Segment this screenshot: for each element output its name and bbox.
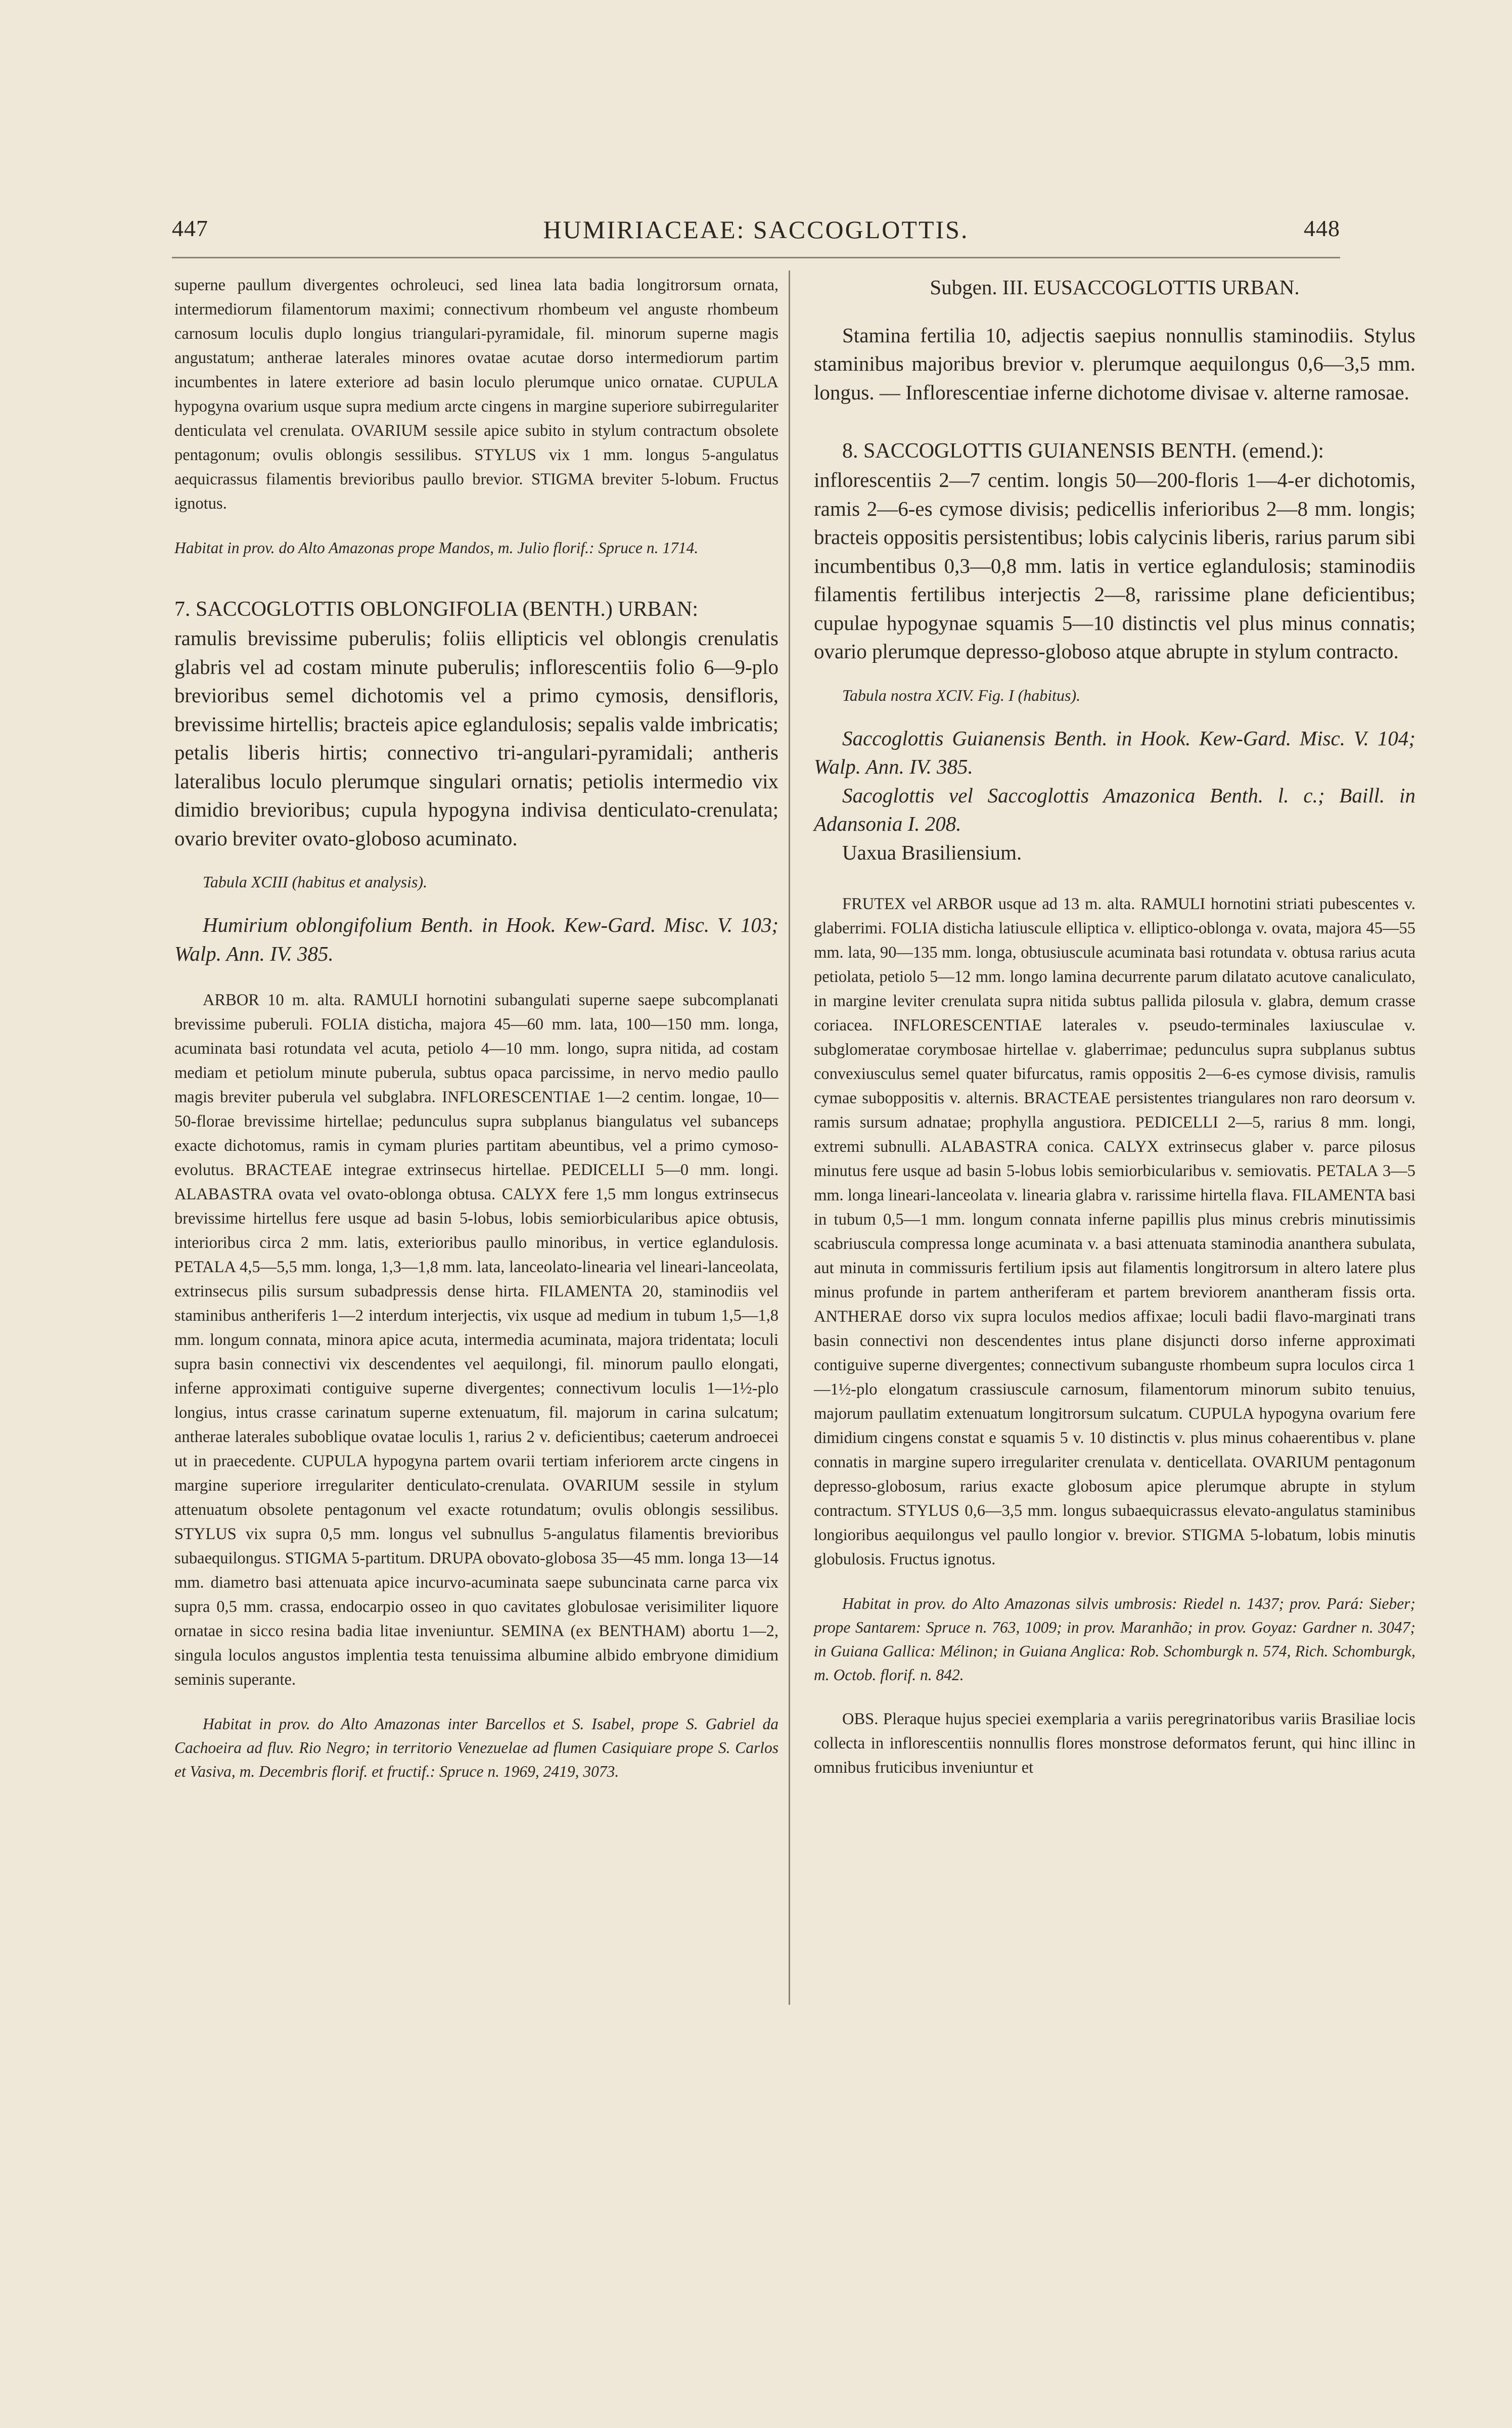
page-number-left: 447 xyxy=(172,215,208,241)
subgenus-title: Subgen. III. EUSACCOGLOTTIS URBAN. xyxy=(930,276,1300,299)
species-7-habitat: Habitat in prov. do Alto Amazonas inter Barcellos et S. Isabel, prope S. Gabriel da Cachoeira ad fluv. Rio Negro; in territorio Venezuelae ad flumen Casiquiare prope S. Carlos et Vasiva, m. Decembris florif. et fructif.: Spruce n. 1969, 2419, 3073. xyxy=(174,1715,778,1780)
species-8-vernacular: Uaxua Brasiliensium. xyxy=(842,840,1022,864)
header-rule xyxy=(172,257,1340,258)
page-number-right: 448 xyxy=(1304,215,1340,241)
species-8-habitat: Habitat in prov. do Alto Amazonas silvis umbrosis: Riedel n. 1437; prov. Pará: Sieber; prope Santarem: Spruce n. 763, 1009; in prov. Maranhão; in prov. Goyaz: Gardner n. 3047; in Guiana Gallica: Mélinon; in Guiana Anglica: Rob. Schomburgk n. 574, Rich. Schomburgk, m. Octob. florif. n. 842. xyxy=(814,1595,1415,1684)
species-7-plate: Tabula XCIII (habitus et analysis). xyxy=(203,873,428,891)
species-7-title: 7. SACCOGLOTTIS OBLONGIFOLIA (BENTH.) URBAN: xyxy=(174,598,698,621)
habitat-spruce-1714: Habitat in prov. do Alto Amazonas prope Mandos, m. Julio florif.: Spruce n. 1714. xyxy=(174,539,699,557)
species-8-diagnosis: inflorescentiis 2—7 centim. longis 50—200-floris 1—4-er dichotomis, ramis 2—6-es cymose divisis; pedicellis inferioribus 2—8 mm. longis; bracteis oppositis persistentibus; lobis calycinis liberis, rarius parum sibi incumbentibus 0,3—0,8 mm. latis in vertice eglandulosis; staminodiis filamentis fertilibus interjectis 2—8, rarissime plane deficientibus; cupulae hypogynae squamis 5—10 distinctis vel plus minus connatis; ovario plerumque depresso-globoso atque abrupte in stylum contracto. xyxy=(814,468,1415,663)
species-8-synonym-1: Saccoglottis Guianensis Benth. in Hook. Kew-Gard. Misc. V. 104; Walp. Ann. IV. 385. xyxy=(814,726,1415,778)
subgenus-description: Stamina fertilia 10, adjectis saepius nonnullis staminodiis. Stylus staminibus majoribus brevior v. plerumque aequilongus 0,6—3,5 mm. longus. — Inflorescentiae inferne dichotome divisae v. alterne ramosae. xyxy=(814,323,1415,404)
continued-description: superne paullum divergentes ochroleuci, sed linea lata badia longitrorsum ornata, intermediorum filamentorum maximi; connectivum rhombeum vel anguste rhombeum carnosum loculis duplo longius triangulari-pyramidale, fil. minorum superne magis angustatum; antherae laterales minores ovatae acutae dorso intermediorum partim incumbentes in latere exteriore ad basin loculo plerumque unico ornatae. CUPULA hypogyna ovarium usque supra medium arcte cingens in margine superiore subirregulariter denticulata vel crenulata. OVARIUM sessile apice subito in stylum contractum obsolete pentagonum; ovulis oblongis sessilibus. STYLUS vix 1 mm. longus 5-angulatus aequicrassus filamentis brevioribus paullo brevior. STIGMA breviter 5-lobum. Fructus ignotus. xyxy=(174,276,778,513)
running-title: HUMIRIACEAE: SACCOGLOTTIS. xyxy=(543,215,969,244)
species-7-description: ARBOR 10 m. alta. RAMULI hornotini subangulati superne saepe subcomplanati brevissime puberuli. FOLIA disticha, majora 45—60 mm. lata, 100—150 mm. longa, acuminata basi rotundata vel acuta, petiolo 4—10 mm. longo, supra nitida, ad costam mediam et petiolum minute puberula, subtus opaca parcissime, in nervo medio paullo magis breviter puberula vel subglabra. INFLORESCENTIAE 1—2 centim. longae, 10—50-florae brevissime hirtellae; pedunculus supra subplanus biangulatus vel subanceps exacte dichotomus, ramis in cymam pluries partitam abeuntibus, vel a primo cymoso-evolutus. BRACTEAE integrae extrinsecus hirtellae. PEDICELLI 5—0 mm. longi. ALABASTRA ovata vel ovato-oblonga obtusa. CALYX fere 1,5 mm longus extrinsecus brevissime hirtellus fere usque ad basin 5-lobus, lobis semiorbicularibus apice obtusis, interioribus circa 2 mm. latis, exterioribus paullo minoribus, in vertice eglandulosis. PETALA 4,5—5,5 mm. longa, 1,3—1,8 mm. lata, lanceolato-linearia vel lineari-lanceolata, extrinsecus pilis sursum subadpressis dense hirta. FILAMENTA 20, staminodiis vel staminibus antheriferis 1—2 interdum interjectis, vix usque ad medium in tubum 1,5—1,8 mm. longum connata, minora apice acuta, intermedia acuminata, majora tridentata; loculi supra basin connectivi vix descendentes vel aequilongi, fil. minorum paullo elongati, inferne approximati contiguive superne divergentes; connectivum loculis 1—1½-plo longius, intus crasse carinatum superne extenuatum, fil. majorum in carina sulcatum; antherae laterales suboblique ovatae loculis 1, rarius 2 v. deficientibus; caeterum androecei ut in praecedente. CUPULA hypogyna partem ovarii tertiam inferiorem arcte cingens in margine superiore irregulariter denticulato-crenulata. OVARIUM sessile in stylum attenuatum obsolete pentagonum vel exacte rotundatum; ovulis oblongis sessilibus. STYLUS vix supra 0,5 mm. longus vel subnullus 5-angulatus filamentis brevioribus subaequilongus. STIGMA 5-partitum. DRUPA obovato-globosa 35—45 mm. longa 13—14 mm. diametro basi attenuata apice incurvo-acuminata saepe subuncinata carne parca vix supra 0,5 mm. crassa, endocarpio osseo in quo cavitates globulosae verisimiliter liquore ornatae in sicco resina badia litae inveniuntur. SEMINA (ex BENTHAM) abortu 1—2, singula loculos angustos implentia testa tenuissima albumine albido embryone dimidium seminis superante. xyxy=(174,991,778,1689)
left-column xyxy=(174,273,778,1783)
species-8-observation: OBS. Pleraque hujus speciei exemplaria a variis peregrinatoribus variis Brasiliae locis collecta in inflorescentiis nonnullis flores monstrose deformatos ferunt, qui hinc illinc in omnibus fruticibus inveniuntur et xyxy=(814,1710,1415,1777)
species-8-description: FRUTEX vel ARBOR usque ad 13 m. alta. RAMULI hornotini striati pubescentes v. glaberrimi. FOLIA disticha latiuscule elliptica v. elliptico-oblonga v. ovata, majora 45—55 mm. lata, 90—135 mm. longa, obtusiuscule acuminata basi rotundata v. obtusa rarius acuta petiolata, petiolo 5—12 mm. longo lamina decurrente parum dilatato acutove canaliculato, in margine leviter crenulata supra nitida subtus pallida pilosula v. glabra, demum crasse coriacea. INFLORESCENTIAE laterales v. pseudo-terminales laxiusculae v. subglomeratae corymbosae hirtellae v. glaberrimae; pedunculus supra subplanus subtus convexiusculus semel quater bifurcatus, ramis oppositis 2—6-es cymose divisis, ramulis cymae suboppositis v. alternis. BRACTEAE persistentes triangulares non raro deorsum v. ramis sursum adnatae; prophylla angustiora. PEDICELLI 2—5, rarius 8 mm. longi, extremi subnulli. ALABASTRA conica. CALYX extrinsecus glaber v. parce pilosus minutus fere usque ad basin 5-lobus lobis semiorbicularibus v. semiovatis. PETALA 3—5 mm. longa lineari-lanceolata v. linearia glabra v. rarissime hirtella flava. FILAMENTA basi in tubum 0,5—1 mm. longum connata inferne papillis plus minus crebris minutissimis scabriuscula compressa longe acuminata v. a basi attenuata staminodia ananthera subulata, aut minuta in commissuris fertilium ipsis aut filamentis longitrorsum in altero latere plus minus profunde in partem antheriferam et partem breviorem anantheram fissis orta. ANTHERAE dorso vix supra loculos medios affixae; loculi badii flavo-marginati trans basin connectivi non descendentes intus plane disjuncti dorso inferne approximati contiguive superne divergentes; connectivum subanguste rhombeum supra loculos circa 1—1½-plo elongatum crassiuscule carnosum, filamentorum minorum subito tenuius, majorum paullatim extenuatum longitrorsum sulcatum. CUPULA hypogyna ovarium fere dimidium cingens constat e squamis 5 v. 10 distinctis v. plus minus cohaerentibus v. plane connatis in margine supero irregulariter crenulata v. denticellata. OVARIUM pentagonum depresso-globosum, rarius exacte globosum apice plerumque abrupte in stylum contractum. STYLUS 0,6—3,5 mm. longus subaequicrassus elevato-angulatus staminibus longioribus aequilongus vel paullo longior v. brevior. STIGMA 5-lobatum, lobis minutis globulosis. Fructus ignotus. xyxy=(814,895,1415,1568)
species-8-synonym-2: Sacoglottis vel Saccoglottis Amazonica Benth. l. c.; Baill. in Adansonia I. 208. xyxy=(814,783,1415,835)
species-7-diagnosis: ramulis brevissime puberulis; foliis ellipticis vel oblongis crenulatis glabris vel ad costam minute puberulis; inflorescentiis folio 6—9-plo brevioribus semel dichotomis vel a primo cymosis, densifloris, brevissime hirtellis; bracteis apice eglandulosis; sepalis valde imbricatis; petalis liberis hirtis; connectivo tri-angulari-pyramidali; antheris lateralibus loculo plerumque singulari ornatis; petiolis intermedio vix dimidio brevioribus; cupula hypogyna indivisa denticulato-crenulata; ovario breviter ovato-globoso acuminato. xyxy=(174,626,778,850)
right-column xyxy=(814,273,1415,1780)
page-header xyxy=(172,215,1340,250)
species-7-synonym: Humirium oblongifolium Benth. in Hook. Kew-Gard. Misc. V. 103; Walp. Ann. IV. 385. xyxy=(174,913,778,965)
column-divider xyxy=(789,271,790,2005)
species-8-title: 8. SACCOGLOTTIS GUIANENSIS BENTH. (emend.): xyxy=(842,439,1324,463)
species-8-plate: Tabula nostra XCIV. Fig. I (habitus). xyxy=(842,686,1081,704)
